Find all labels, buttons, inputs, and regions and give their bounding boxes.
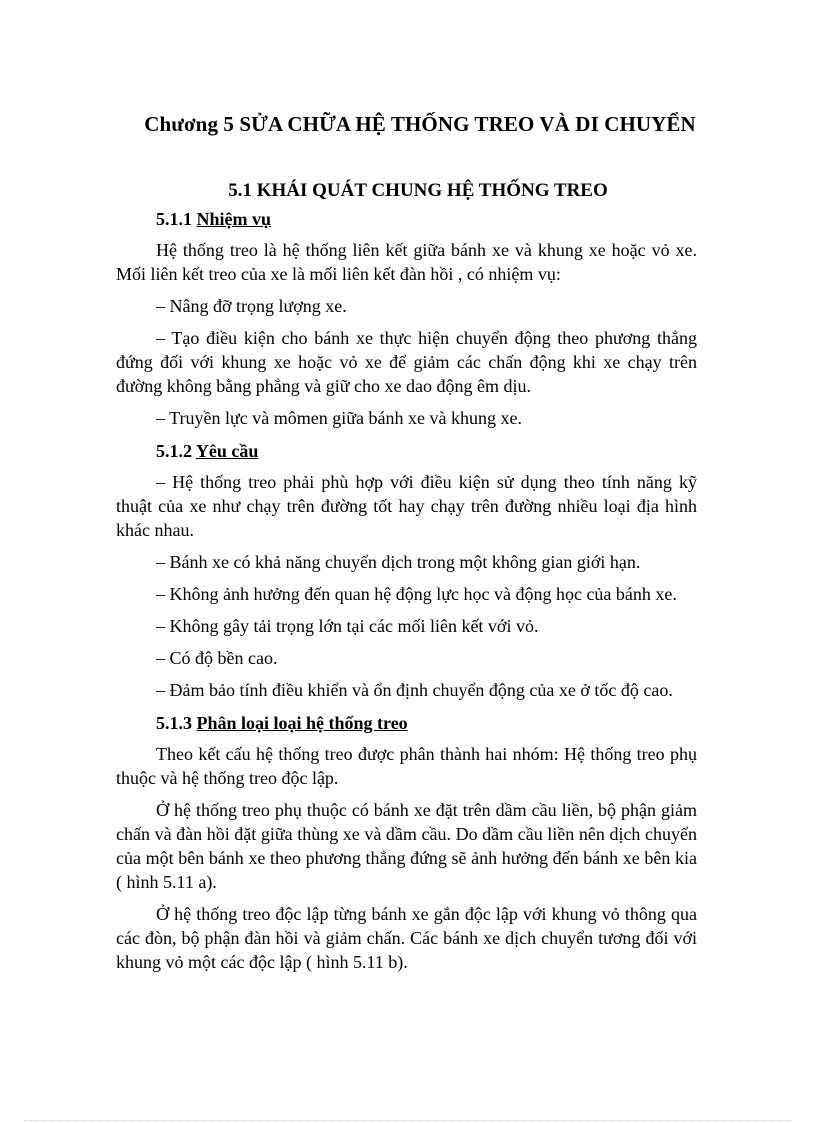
- subsection-title: Yêu cầu: [195, 441, 259, 461]
- section-title: 5.1 KHÁI QUÁT CHUNG HỆ THỐNG TREO: [228, 180, 608, 201]
- paragraph: – Không gây tải trọng lớn tại các mối liên kết với vỏ.: [156, 616, 539, 636]
- subsection-heading-1: [156, 206, 697, 232]
- paragraph: – Tạo điều kiện cho bánh xe thực hiện chuyển động theo phương thẳng đứng đối với khung xe hoặc vỏ xe để giảm các chấn động khi xe chạy trên đường không bằng phẳng và giữ cho xe dao động êm dịu.: [116, 328, 697, 396]
- subsection-heading-2: [156, 438, 697, 464]
- subsection-heading-3: [156, 710, 697, 736]
- chapter-title: Chương 5 SỬA CHỮA HỆ THỐNG TREO VÀ DI CHUYỂN: [144, 112, 696, 136]
- paragraph: – Không ảnh hưởng đến quan hệ động lực học và động học của bánh xe.: [156, 584, 677, 604]
- subsection-number: 5.1.1: [156, 209, 197, 229]
- paragraph: – Truyền lực và mômen giữa bánh xe và khung xe.: [156, 408, 522, 428]
- subsection-number: 5.1.3: [156, 713, 197, 733]
- paragraph: – Nâng đỡ trọng lượng xe.: [156, 296, 347, 316]
- page-bottom-divider: [24, 1120, 792, 1121]
- paragraph: – Hệ thống treo phải phù hợp với điều kiện sử dụng theo tính năng kỹ thuật của xe như chạy trên đường tốt hay chạy trên đường nhiều loại địa hình khác nhau.: [116, 472, 697, 540]
- paragraph: Hệ thống treo là hệ thống liên kết giữa bánh xe và khung xe hoặc vỏ xe. Mối liên kết treo của xe là mối liên kết đàn hồi , có nhiệm vụ:: [116, 240, 697, 284]
- subsection-title: Phân loại loại hệ thống treo: [196, 713, 408, 733]
- paragraph: Ở hệ thống treo phụ thuộc có bánh xe đặt trên dầm cầu liền, bộ phận giảm chấn và đàn hồi đặt giữa thùng xe và dầm cầu. Do dầm cầu liền nên dịch chuyển của một bên bánh xe theo phương thẳng đứng sẽ ảnh hưởng đến bánh xe bên kia ( hình 5.11 a).: [116, 800, 697, 892]
- paragraph: – Bánh xe có khả năng chuyển dịch trong một không gian giới hạn.: [156, 552, 641, 572]
- paragraph: Ở hệ thống treo độc lập từng bánh xe gắn độc lập với khung vỏ thông qua các đòn, bộ phận đàn hồi và giảm chấn. Các bánh xe dịch chuyển tương đối với khung vỏ một các độc lập ( hình 5.11 b).: [116, 904, 697, 972]
- subsection-number: 5.1.2: [156, 441, 196, 461]
- paragraph: – Đảm bảo tính điều khiển và ổn định chuyển động của xe ở tốc độ cao.: [156, 680, 673, 700]
- paragraph: – Có độ bền cao.: [156, 648, 278, 668]
- document-body: [116, 206, 697, 982]
- subsection-title: Nhiệm vụ: [196, 209, 272, 229]
- paragraph: Theo kết cấu hệ thống treo được phân thành hai nhóm: Hệ thống treo phụ thuộc và hệ thống treo độc lập.: [116, 744, 697, 788]
